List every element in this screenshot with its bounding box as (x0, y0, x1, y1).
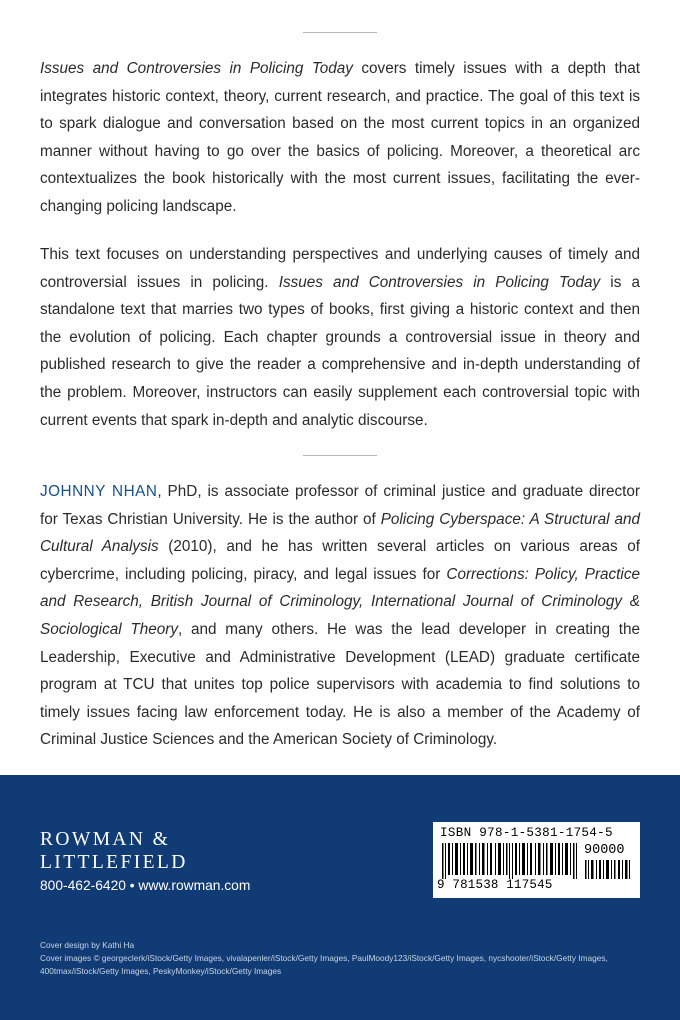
author-bio-text: , PhD, is associate professor of criminal justice and graduate director for Texas Christian University. He is the author of (40, 483, 641, 528)
cover-design-credit: Cover design by Kathi Ha (40, 940, 135, 950)
description-text: is a standalone text that marries two types of books, first giving a historic context and then the evolution of policing. Each chapter grounds a controversial issue in theory and published research to give the reader a comprehensive and in-depth understanding of the problem. Moreover, instructors can easily supplement each controversial topic with current events that spark in-depth and analytic discourse. (40, 273, 640, 429)
publisher-logo-line-1: ROWMAN & (40, 829, 171, 850)
top-divider (303, 32, 377, 33)
description-text: covers timely issues with a depth that integrates historic context, theory, current research, and practice. The goal of this text is to spark dialogue and conversation based on the most current topics in an organized manner without having to go over the basics of policing. Moreover, a theoretical arc contextualizes the book historically with the most current issues, facilitating the ever-changing policing landscape. (40, 60, 640, 215)
description-paragraph-1 (40, 55, 640, 221)
barcode-digits: 9 781538 117545 (437, 878, 553, 892)
author-bio (40, 478, 640, 754)
author-bio-text: (2010), and he has written several articles on various areas of cybercrime, including policing, piracy, and legal issues for (40, 538, 640, 583)
publisher-footer (0, 775, 680, 1020)
description-paragraph-2 (40, 241, 640, 434)
isbn-number: ISBN 978-1-5381-1754-5 (440, 826, 613, 840)
cover-credits (40, 939, 640, 977)
cover-image-credits: Cover images © georgeclerk/iStock/Getty Images, vivalapenler/iStock/Getty Images, PaulMoody123/iStock/Getty Images, nycshooter/iStock/Getty Images, 400tmax/iStock/Getty Images, PeskyMonkey/iStock/Getty Images (40, 952, 608, 976)
author-book-title: Policing Cyberspace: A Structural and Cultural Analysis (40, 510, 640, 556)
author-bio-text: , and many others. He was the lead developer in creating the Leadership, Executive and Administrative Development (LEAD) graduate certificate program at TCU that unites top police supervisors with academia to find solutions to timely issues facing law enforcement today. He is also a member of the Academy of Criminal Justice Sciences and the American Society of Criminology. (40, 620, 640, 749)
publisher-contact: 800-462-6420 • www.rowman.com (40, 878, 251, 893)
author-journals: Corrections: Policy, Practice and Research, British Journal of Criminology, International Journal of Criminology & Sociological Theory (40, 565, 640, 638)
publisher-logo-line-2: LITTLEFIELD (40, 852, 188, 873)
description-text: This text focuses on understanding perspectives and underlying causes of timely and controversial issues in policing. (40, 246, 640, 291)
book-title-italic: Issues and Controversies in Policing Today (278, 273, 601, 291)
barcode-bars-icon (442, 843, 582, 879)
middle-divider (303, 455, 377, 456)
price-code: 90000 (584, 843, 625, 858)
author-name: JOHNNY NHAN (40, 483, 158, 500)
price-barcode-icon (585, 860, 631, 879)
book-title-italic: Issues and Controversies in Policing Today (40, 60, 353, 77)
isbn-barcode (433, 822, 640, 898)
